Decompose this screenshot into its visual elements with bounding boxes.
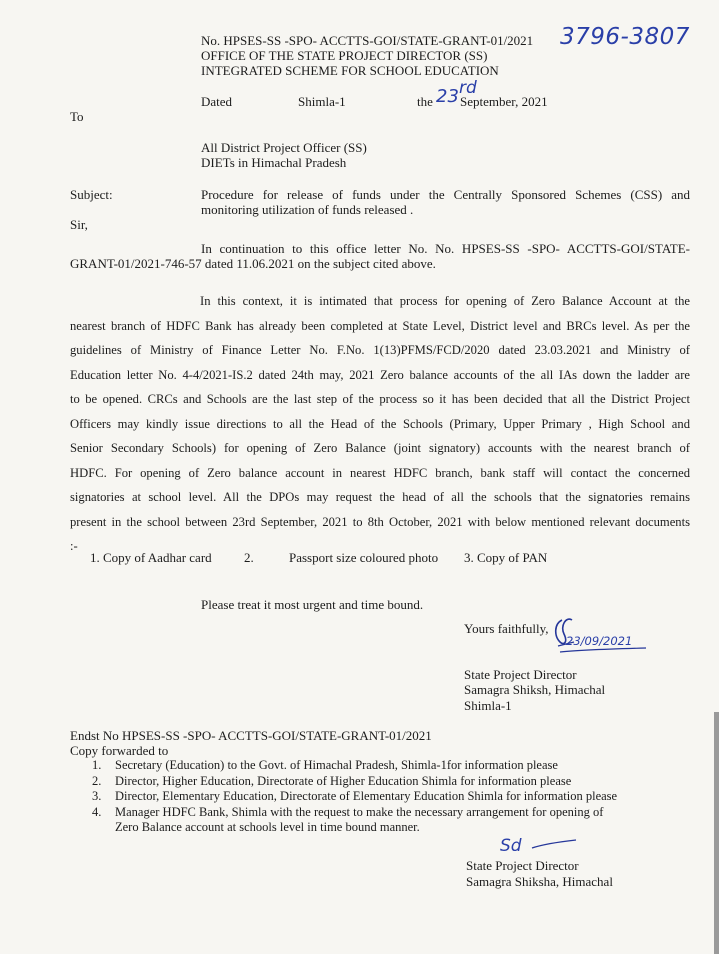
- document-item-1: 1. Copy of Aadhar card: [90, 550, 212, 565]
- paragraph-line: Education letter No. 4-4/2021-IS.2 dated 24th may, 2021 Zero balance accounts of the all IAs down the ladder are: [70, 367, 690, 382]
- place-of-issue: Shimla-1: [298, 94, 346, 109]
- date-prefix: the: [417, 94, 433, 109]
- list-item: [90, 805, 700, 836]
- subject-line-2: monitoring utilization of funds released .: [201, 202, 414, 217]
- list-item: [90, 789, 700, 805]
- list-item: [90, 774, 700, 790]
- list-item-number: 4.: [92, 804, 102, 819]
- list-item-text: Director, Elementary Education, Directorate of Elementary Education Shimla for information please: [115, 789, 618, 803]
- reference-number: No. HPSES-SS -SPO- ACCTTS-GOI/STATE-GRANT-01/2021: [201, 33, 534, 48]
- endorsement-organisation: Samagra Shiksha, Himachal: [466, 874, 613, 889]
- addressee-line-2: DIETs in Himachal Pradesh: [201, 155, 347, 170]
- signatory-place: Shimla-1: [464, 698, 512, 713]
- para1-line-2: GRANT-01/2021-746-57 dated 11.06.2021 on the subject cited above.: [70, 256, 436, 271]
- paragraph-line: signatories at school level. All the DPOs may request the head of all the schools that the signatories remains: [70, 490, 690, 504]
- list-item-text: Director, Higher Education, Directorate of Higher Education Shimla for information please: [115, 773, 572, 788]
- sd-signature: Sd: [500, 836, 522, 856]
- paragraph-line: present in the school between 23rd September, 2021 to 8th October, 2021 with below mentioned relevant documents: [70, 514, 690, 529]
- scan-edge-shadow: [714, 712, 719, 954]
- paragraph-line-text: In this context, it is intimated that process for opening of Zero Balance Account at the: [200, 294, 690, 308]
- document-item-2: Passport size coloured photo: [289, 550, 439, 565]
- handwritten-reference: 3796-3807: [560, 24, 690, 50]
- paragraph-line: to be opened. CRCs and Schools are the last step of the process so it has been decided that all the District Project: [70, 392, 690, 406]
- paragraph-line: Senior Secondary Schools) for opening of Zero Balance (joint signatory) accounts with the nearest branch of: [70, 441, 690, 455]
- endorsement-designation: State Project Director: [466, 858, 579, 873]
- sd-stroke: [530, 838, 580, 852]
- to-label: To: [70, 109, 84, 124]
- list-item-text: Manager HDFC Bank, Shimla with the request to make the necessary arrangement for opening of: [115, 804, 604, 819]
- list-item-text: Secretary (Education) to the Govt. of Himachal Pradesh, Shimla-1for information please: [115, 758, 558, 772]
- subject-label: Subject:: [70, 187, 113, 202]
- document-item-2-number: 2.: [244, 550, 254, 565]
- para1-line-1: In continuation to this office letter No. No. HPSES-SS -SPO- ACCTTS-GOI/STATE-: [201, 241, 690, 256]
- list-item-number: 1.: [92, 758, 102, 772]
- salutation: Sir,: [70, 217, 88, 232]
- signatory-designation: State Project Director: [464, 667, 577, 682]
- list-item-number: 3.: [92, 789, 102, 803]
- addressee-line-1: All District Project Officer (SS): [201, 140, 367, 155]
- date-suffix-handwritten: rd: [459, 78, 477, 98]
- office-title: OFFICE OF THE STATE PROJECT DIRECTOR (SS): [201, 48, 488, 63]
- dated-label: Dated: [201, 94, 233, 109]
- list-item: [90, 758, 700, 774]
- signatory-organisation: Samagra Shiksh, Himachal: [464, 682, 606, 697]
- body-paragraph: [70, 289, 690, 559]
- paragraph-line: guidelines of Ministry of Finance Letter No. F.No. 1(13)PFMS/FCD/2020 dated 23.03.2021 and Ministry of: [70, 343, 690, 357]
- paragraph-line: :-: [70, 539, 78, 553]
- closing-note: Please treat it most urgent and time bound.: [201, 597, 424, 612]
- scheme-title: INTEGRATED SCHEME FOR SCHOOL EDUCATION: [201, 63, 499, 78]
- document-item-3: 3. Copy of PAN: [464, 550, 548, 565]
- subject-line-1: Procedure for release of funds under the Centrally Sponsored Schemes (CSS) and: [201, 187, 690, 202]
- copy-forwarded-label: Copy forwarded to: [70, 743, 169, 758]
- paragraph-line: HDFC. For opening of Zero balance account in nearest HDFC branch, bank staff will contact the concerned: [70, 465, 690, 480]
- signature-date: 23/09/2021: [566, 634, 633, 648]
- paragraph-line: [70, 289, 690, 314]
- list-item-number: 2.: [92, 773, 102, 788]
- endorsement-number: Endst No HPSES-SS -SPO- ACCTTS-GOI/STATE-GRANT-01/2021: [70, 728, 432, 743]
- copy-list: [90, 758, 700, 836]
- date-day: 23: [436, 86, 459, 107]
- paragraph-line: nearest branch of HDFC Bank has already been completed at State Level, District level and BRCs level. As per the: [70, 318, 690, 333]
- paragraph-line: Officers may kindly issue directions to all the Head of the Schools (Primary, Upper Primary , High School and: [70, 416, 690, 431]
- list-item-text: Zero Balance account at schools level in time bound manner.: [115, 820, 420, 834]
- date-rest: September, 2021: [460, 94, 548, 109]
- yours-faithfully: Yours faithfully,: [464, 621, 549, 636]
